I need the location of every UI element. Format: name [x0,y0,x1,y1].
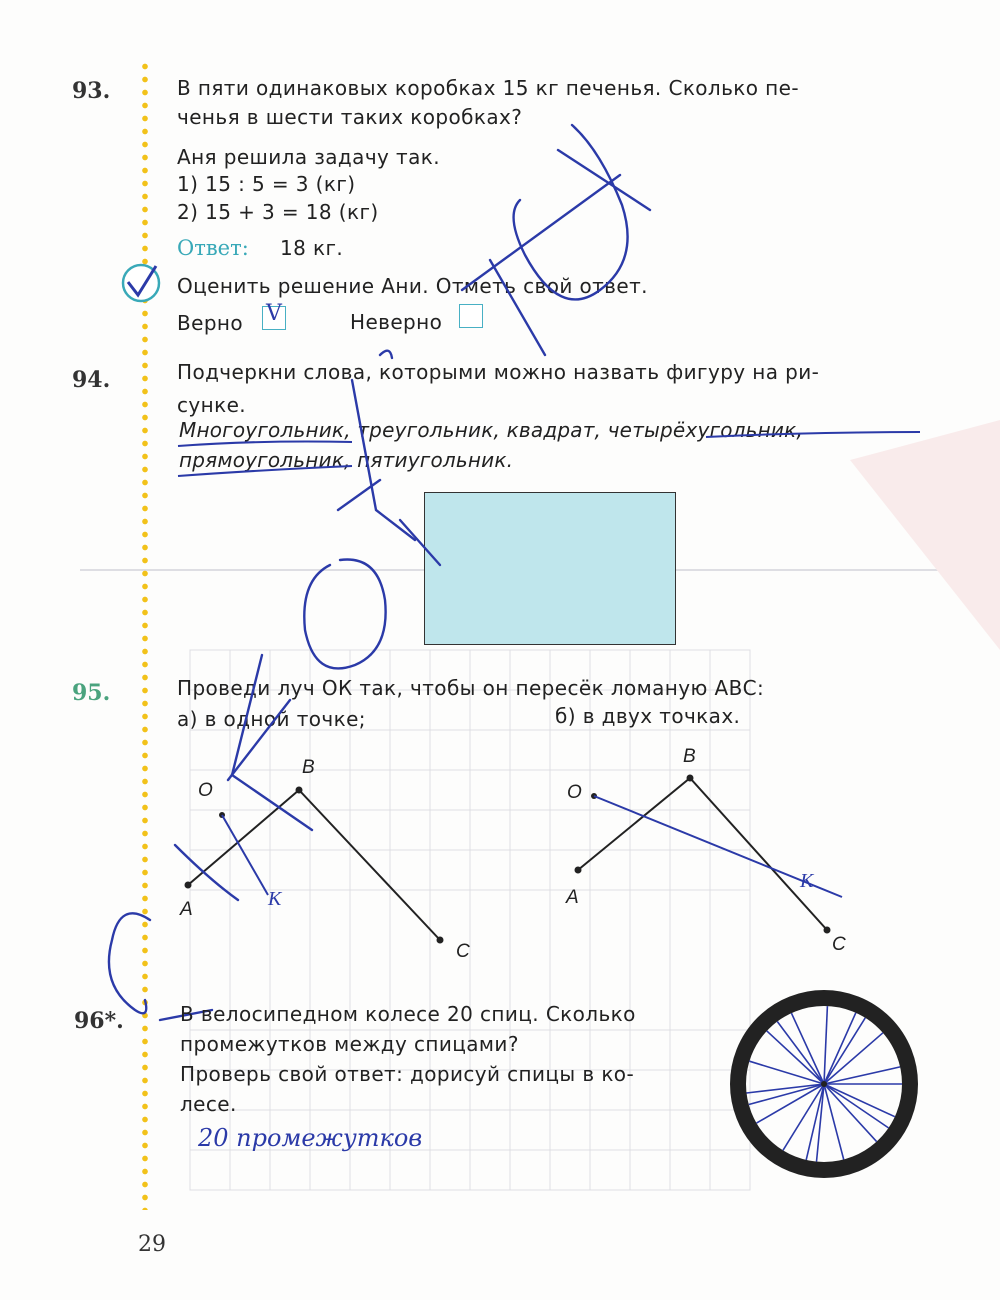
problem-93-evaluate: Оценить решение Ани. Отметь свой ответ. [177,274,648,298]
problem-94-text-line2: сунке. [177,393,247,417]
wheel-spoke [824,1018,865,1084]
wheel-spoke [791,1013,824,1084]
problem-93-answer-label: Ответ: [177,236,249,260]
problem-94-words-line1: Многоугольник, треугольник, квадрат, четырёхугольник, [179,418,803,442]
problem-94-words-line2: прямоугольник, пятиугольник. [179,448,514,472]
label-b-a: B [302,757,315,778]
problem-93-intro: Аня решила задачу так. [177,145,440,169]
problem-93-text-line1: В пяти одинаковых коробках 15 кг печенья. Сколько пе- [177,76,799,100]
label-a-a: A [180,899,193,920]
label-o-a: O [198,780,213,801]
problem-96-text-line1: В велосипедном колесе 20 спиц. Сколько [180,1002,636,1026]
problem-94-text-line1: Подчеркни слова, которыми можно назвать фигуру на ри- [177,360,820,384]
problem-93-number: 93. [72,78,111,104]
problem-95-text-line1: Проведи луч ОК так, чтобы он пересёк ломаную АВС: [177,676,765,700]
problem-96-text-line4: лесе. [180,1092,237,1116]
problem-95-part-a: а) в одной точке; [177,707,366,731]
problem-96-text-line2: промежутков между спицами? [180,1032,519,1056]
problem-95-part-b: б) в двух точках. [555,704,741,728]
label-c-b: C [832,934,846,955]
problem-93-step2: 2) 15 + 3 = 18 (кг) [177,200,379,224]
problem-93-text-line2: ченья в шести таких коробках? [177,105,523,129]
wheel-spoke [806,1084,824,1160]
label-k-b: K [800,870,814,892]
wheel-spoke [824,1084,895,1117]
wheel-spoke [824,1033,883,1084]
problem-93-step1: 1) 15 : 5 = 3 (кг) [177,172,356,196]
correct-label: Верно [177,311,244,335]
label-b-b: B [683,746,696,767]
wheel-spoke [777,1022,824,1085]
problem-94-number: 94. [72,367,111,393]
handwritten-answer-96: 20 промежутков [198,1124,423,1152]
problem-95-number: 95. [72,680,111,706]
problem-96-text-line3: Проверь свой ответ: дорисуй спицы в ко- [180,1062,635,1086]
wheel-spoke [824,1067,900,1084]
label-a-b: A [566,887,579,908]
wheel-spoke [824,1013,856,1084]
problem-93-answer-value: 18 кг. [280,236,344,260]
label-c-a: C [456,941,470,962]
wheel-hub-icon [821,1081,827,1087]
label-o-b: O [567,782,582,803]
label-k-a: K [268,888,282,910]
page-number: 29 [138,1232,166,1257]
correct-check-mark: V [266,301,282,326]
problem-96-number: 96*. [74,1008,124,1034]
wheel-spoke [824,1006,827,1084]
incorrect-label: Неверно [350,310,443,334]
